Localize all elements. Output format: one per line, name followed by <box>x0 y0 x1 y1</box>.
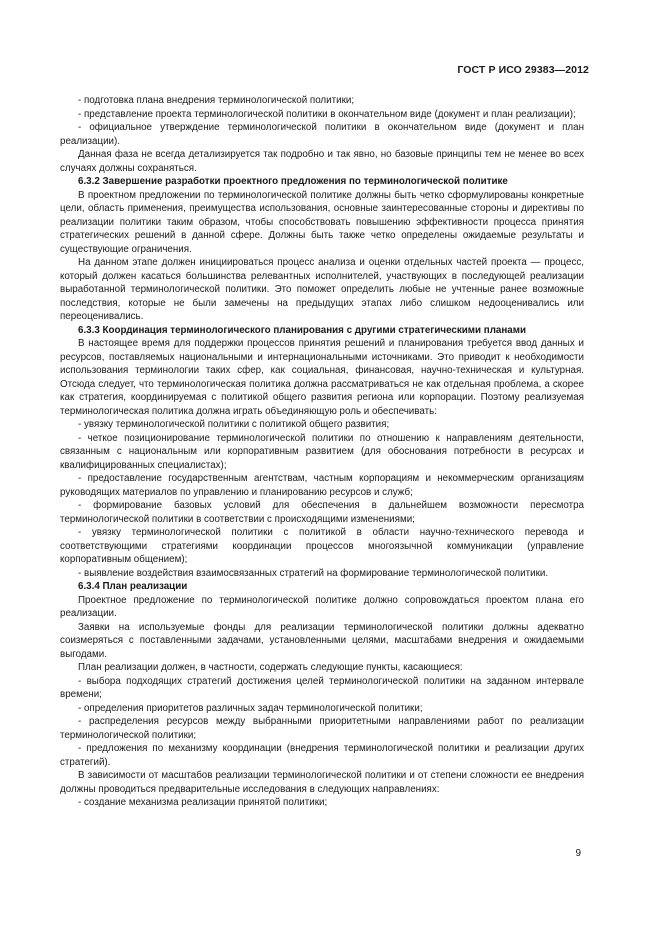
paragraph: - четкое позиционирование терминологической политики по отношению к направлениям деятельности, связанным с национальным или корпоративным развитием (для обоснования потребности в ресурсах и квалифицированных специалистах); <box>60 432 584 471</box>
paragraph: - предложения по механизму координации (внедрения терминологической политики и реализации других стратегий). <box>60 743 584 768</box>
paragraph: В зависимости от масштабов реализации терминологической политики и от степени сложности ее внедрения должны проводиться предварительные исследования в следующих направлениях: <box>60 770 584 795</box>
paragraph: Заявки на используемые фонды для реализации терминологической политики должны адекватно соизмеряться с поставленными задачами, установленными целями, масштабами внедрения и ожидаемыми выгодами. <box>60 621 584 660</box>
paragraph: - создание механизма реализации принятой политики; <box>78 797 328 808</box>
paragraph: В проектном предложении по терминологической политике должны быть четко сформулированы конкретные цели, область применения, преимущества использования, основные заинтересованные стороны и директивы по реализации политики таким образом, чтобы способствовать повышению эффективности процесса принятия стратегических решений в данной сфере. Должны быть также четко определены ожидаемые результаты и существующие ограничения. <box>60 189 584 255</box>
section-heading: 6.3.4 План реализации <box>78 581 188 592</box>
section-heading: 6.3.2 Завершение разработки проектного предложения по терминологической политике <box>78 176 508 187</box>
paragraph: В настоящее время для поддержки процессов принятия решений и планирования требуется ввод данных и ресурсов, поставляемых национальными и интернациональными источниками. Это приводит к необходимости использования терминологии таких сфер, как социальная, финансовая, научно-техническая и культурная. Отсюда следует, что терминологическая политика должна рассматриваться не как отдельная проблема, а скорее как стратегия, координируемая с политикой общего развития региона или корпорации. Поэтому реализуемая терминологическая политика должна играть объединяющую роль и обеспечивать: <box>60 338 584 417</box>
paragraph: На данном этапе должен инициироваться процесс анализа и оценки отдельных частей проекта — процесс, который должен касаться большинства релевантных исполнителей, участвующих в последующей реализации выработанной терминологической политики. Это поможет определить любые не учтенные ранее возможные последствия, которые не были замечены на предыдущих этапах либо слишком недооценивались или переоценивались. <box>60 257 584 322</box>
paragraph: - формирование базовых условий для обеспечения в дальнейшем возможности пересмотра терминологической политики в соответствии с происходящими изменениями; <box>60 500 584 525</box>
paragraph: - увязку терминологической политики с политикой общего развития; <box>78 419 390 430</box>
paragraph: - выявление воздействия взаимосвязанных стратегий на формирование терминологической политики. <box>78 567 549 579</box>
paragraph: - выбора подходящих стратегий достижения целей терминологической политики на заданном интервале времени; <box>60 675 584 700</box>
document-body <box>60 94 584 810</box>
paragraph: - предоставление государственным агентствам, частным корпорациям и некоммерческим организациям руководящих материалов по управлению и планированию ресурсов и служб; <box>60 473 584 498</box>
paragraph: Данная фаза не всегда детализируется так подробно и так явно, но базовые принципы тем не менее во всех случаях должны сохраняться. <box>60 149 584 174</box>
document-id: ГОСТ Р ИСО 29383—2012 <box>457 64 589 76</box>
paragraph: План реализации должен, в частности, содержать следующие пункты, касающиеся: <box>78 662 463 673</box>
paragraph: - определения приоритетов различных задач терминологической политики; <box>78 702 423 714</box>
paragraph: - официальное утверждение терминологической политики в окончательном виде (документ и план реализации). <box>60 122 584 147</box>
paragraph: - увязку терминологической политики с политикой в области научно-технического перевода и соответствующими стратегиями координации процессов многоязычной коммуникации (управление корпоративным общением); <box>60 527 584 565</box>
paragraph: Проектное предложение по терминологической политике должно сопровождаться проектом плана его реализации. <box>60 594 584 619</box>
paragraph: - представление проекта терминологической политики в окончательном виде (документ и план реализации); <box>78 108 576 120</box>
section-heading: 6.3.3 Координация терминологического планирования с другими стратегическими планами <box>78 324 527 336</box>
paragraph: - распределения ресурсов между выбранными приоритетными направлениями работ по реализации терминологической политики; <box>60 716 584 741</box>
page-number: 9 <box>575 848 581 859</box>
paragraph: - подготовка плана внедрения терминологической политики; <box>78 95 355 106</box>
